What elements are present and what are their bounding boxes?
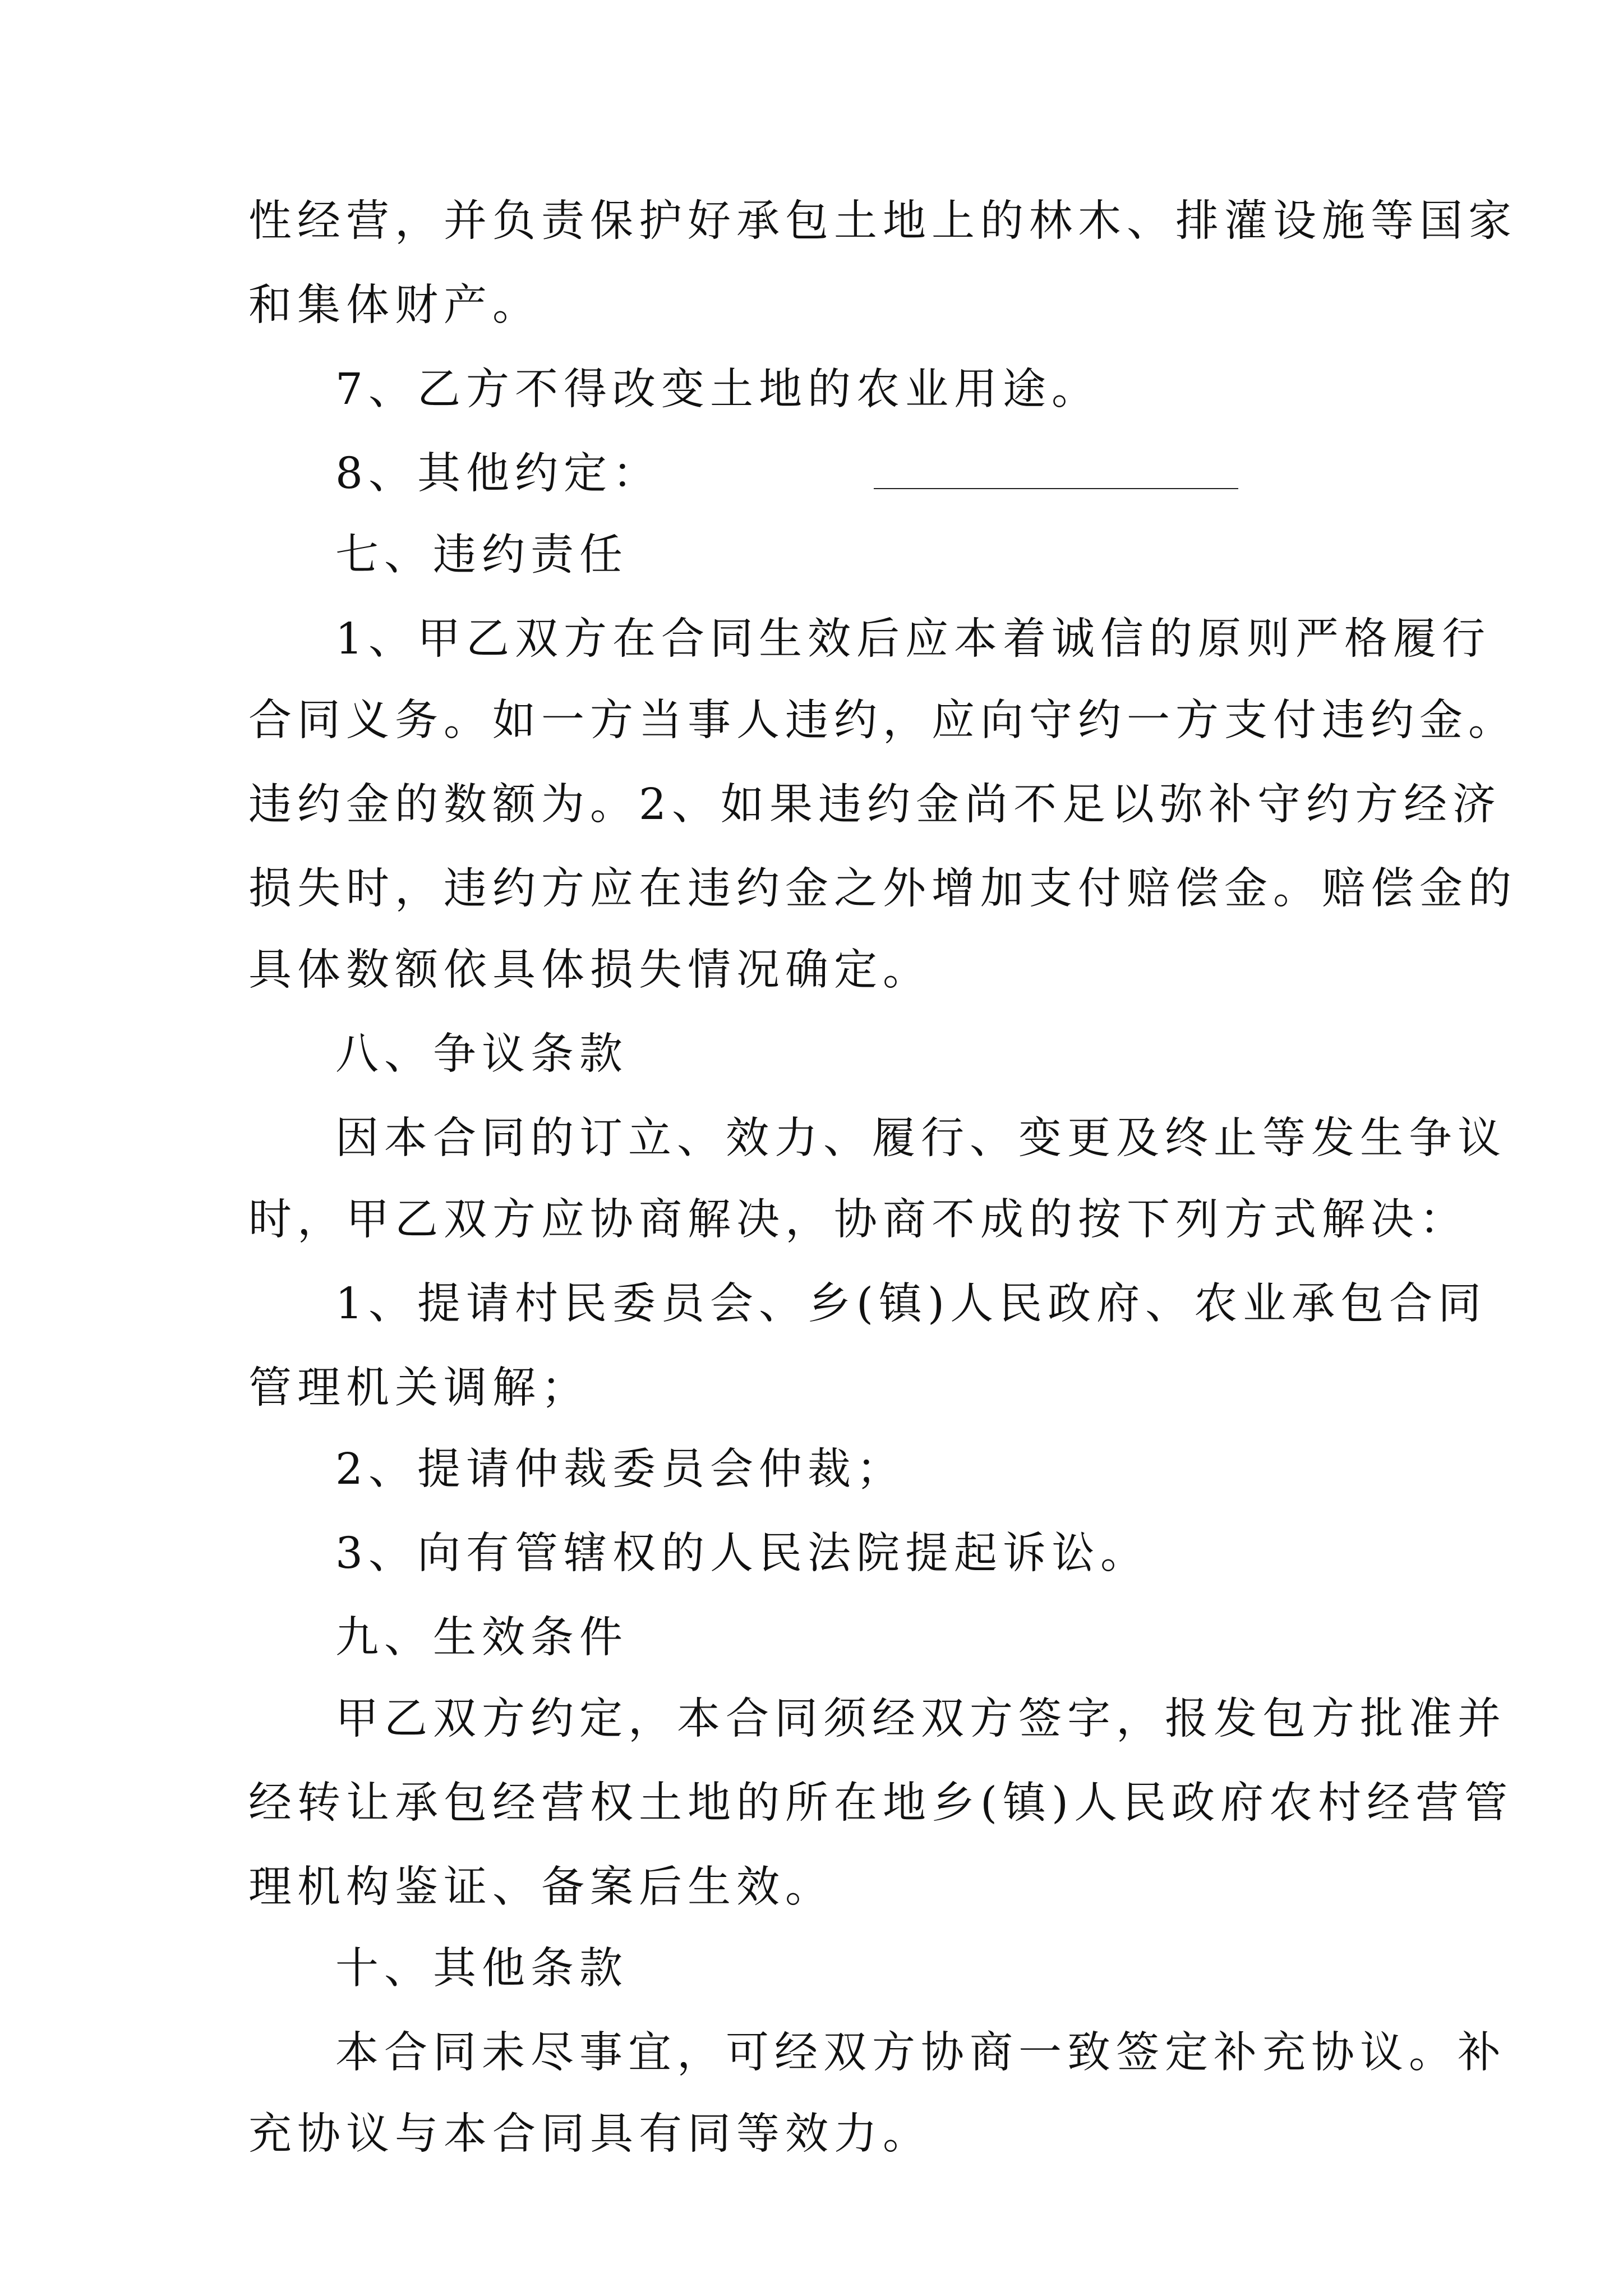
section-heading: 十、其他条款	[335, 1944, 628, 1994]
paragraph-line: 充协议与本合同具有同等效力。	[248, 2109, 932, 2159]
section-heading: 九、生效条件	[335, 1613, 628, 1663]
paragraph-line: 因本合同的订立、效力、履行、变更及终止等发生争议	[335, 1114, 1506, 1163]
paragraph-line: 本合同未尽事宜，可经双方协商一致签定补充协议。补	[335, 2028, 1506, 2078]
paragraph-line: 和集体财产。	[248, 280, 541, 330]
paragraph-line: 违约金的数额为。2、如果违约金尚不足以弥补守约方经济	[248, 780, 1501, 830]
paragraph-line: 具体数额依具体损失情况确定。	[248, 945, 932, 995]
section-heading: 八、争议条款	[335, 1029, 628, 1079]
paragraph-line: 经转让承包经营权土地的所在地乡(镇)人民政府农村经营管	[248, 1778, 1514, 1828]
clause-line: 3、向有管辖权的人民法院提起诉讼。	[335, 1529, 1149, 1579]
section-heading: 七、违约责任	[335, 530, 628, 580]
clause-line: 1、提请村民委员会、乡(镇)人民政府、农业承包合同	[335, 1279, 1487, 1329]
clause-line: 7、乙方不得改变土地的农业用途。	[335, 365, 1100, 415]
paragraph-line: 管理机关调解；	[248, 1363, 590, 1413]
clause-line: 2、提请仲裁委员会仲裁；	[335, 1444, 905, 1494]
paragraph-line: 时，甲乙双方应协商解决，协商不成的按下列方式解决：	[248, 1195, 1468, 1245]
paragraph-line: 合同义务。如一方当事人违约，应向守约一方支付违约金。	[248, 696, 1517, 746]
paragraph-line: 损失时，违约方应在违约金之外增加支付赔偿金。赔偿金的	[248, 864, 1517, 914]
paragraph-line: 甲乙双方约定，本合同须经双方签字，报发包方批准并	[335, 1694, 1506, 1744]
paragraph-line: 性经营，并负责保护好承包土地上的林木、排灌设施等国家	[248, 196, 1517, 246]
fill-in-blank-line	[874, 488, 1238, 489]
clause-line: 1、甲乙双方在合同生效后应本着诚信的原则严格履行	[335, 614, 1491, 664]
paragraph-line: 理机构鉴证、备案后生效。	[248, 1862, 834, 1912]
clause-line: 8、其他约定：	[335, 449, 661, 499]
